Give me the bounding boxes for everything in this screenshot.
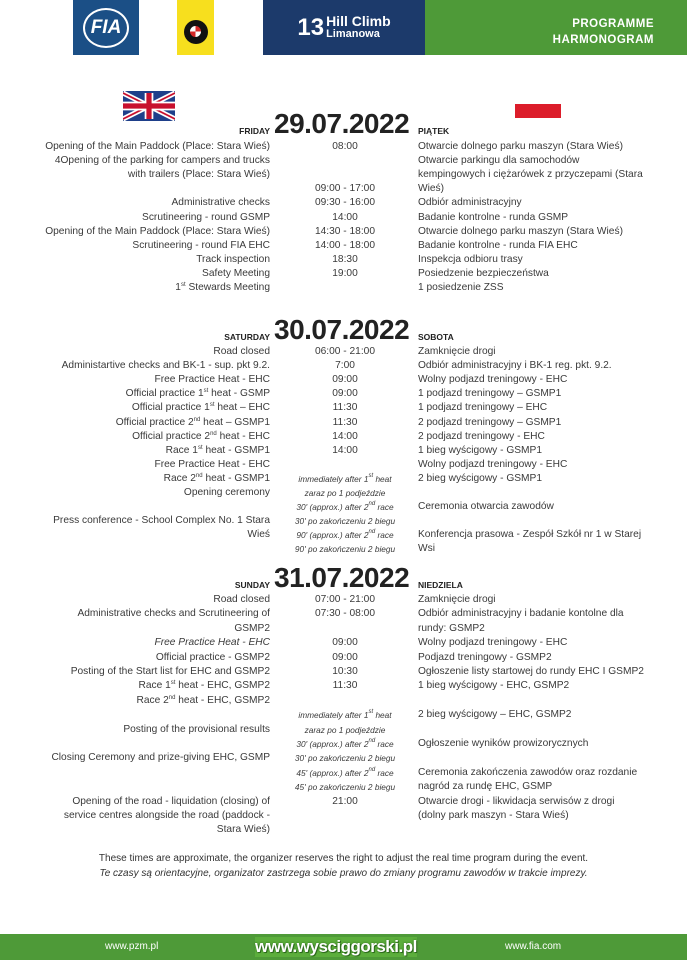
event-pl: Otwarcie dolnego parku maszyn (Stara Wieś) xyxy=(418,225,623,237)
event-en: Safety Meeting xyxy=(202,267,270,279)
event-time: 14:30 - 18:00 xyxy=(314,225,376,237)
fia-logo xyxy=(73,0,139,55)
event-en: with trailers (Place: Stara Wieś) xyxy=(127,169,270,181)
hill-climb-title: Hill Climb xyxy=(326,13,391,30)
event-time: 10:30 xyxy=(332,666,358,677)
event-time: 18:30 xyxy=(332,253,358,265)
event-pl: Otwarcie dolnego parku maszyn (Stara Wieś) xyxy=(418,141,623,152)
disclaimer-pl: Te czasy są orientacyjne, organizator zastrzega sobie prawo do zmiany programu zawodów w trakcie imprezy. xyxy=(99,868,588,879)
day-heading xyxy=(0,562,687,594)
event-en: Race 2nd heat - GSMP1 xyxy=(163,472,270,484)
event-en: Scrutineering - round GSMP xyxy=(142,211,270,223)
event-time: 21:00 xyxy=(332,795,358,807)
event-en: 1st Stewards Meeting xyxy=(175,282,270,293)
day-name-en: SUNDAY xyxy=(234,580,270,590)
event-pl: Wolny podjazd treningowy - EHC xyxy=(418,637,568,649)
event-pl: 2 bieg wyścigowy - GSMP1 xyxy=(418,472,542,484)
event-pl: Wsi xyxy=(418,543,435,555)
header-banner xyxy=(0,0,687,55)
pzm-badge-icon xyxy=(184,20,208,44)
event-time: 07:30 - 08:00 xyxy=(314,608,376,620)
hill-climb-logo xyxy=(263,0,425,55)
event-en: Official practice 2nd heat – GSMP1 xyxy=(115,416,270,428)
event-en: Wieś xyxy=(247,529,270,541)
pzm-logo xyxy=(177,0,214,55)
event-pl: Otwarcie drogi - likwidacja serwisów z drogi xyxy=(418,795,615,807)
event-time: zaraz po 1 podjeździe xyxy=(304,724,386,735)
event-pl: Wolny podjazd treningowy - EHC xyxy=(418,458,568,470)
day-name-en: FRIDAY xyxy=(239,126,270,136)
event-en: Opening of the Main Paddock (Place: Stara Wieś) xyxy=(45,225,270,237)
pzm-link[interactable]: www.pzm.pl xyxy=(105,941,159,952)
fia-link[interactable]: www.fia.com xyxy=(505,941,562,952)
event-time: immediately after 1st heat xyxy=(298,472,392,484)
event-en: Administrative checks and Scrutineering of xyxy=(77,608,270,620)
event-pl: Badanie kontrolne - runda FIA EHC xyxy=(418,239,578,251)
event-time: 45' (approx.) after 2nd race xyxy=(296,766,394,778)
event-pl: Odbiór administracyjny i BK-1 reg. pkt. 9.2. xyxy=(418,360,612,372)
event-time: 30' (approx.) after 2nd race xyxy=(296,501,394,513)
event-en: Stara Wieś) xyxy=(216,824,270,836)
event-en: Scrutineering - round FIA EHC xyxy=(132,239,270,251)
event-en: Track inspection xyxy=(196,253,270,265)
event-time: 14:00 xyxy=(332,430,358,442)
event-pl: Zamknięcie drogi xyxy=(418,346,496,357)
event-time: 11:30 xyxy=(332,402,358,414)
event-en: Posting of the Start list for EHC and GSMP2 xyxy=(70,666,270,677)
event-pl: Badanie kontrolne - runda GSMP xyxy=(418,211,569,223)
event-time: 11:30 xyxy=(332,416,358,428)
event-pl: 1 bieg wyścigowy - GSMP1 xyxy=(418,444,542,456)
event-pl: 2 bieg wyścigowy – EHC, GSMP2 xyxy=(418,709,572,721)
title-pl: HARMONOGRAM xyxy=(552,34,654,46)
event-pl: Odbiór administracyjny i badanie kontolne dla xyxy=(418,608,624,620)
event-time: 19:00 xyxy=(332,267,358,279)
event-time: 14:00 xyxy=(332,444,358,456)
event-pl: rundy: GSMP2 xyxy=(418,622,485,634)
event-pl: 2 podjazd treningowy - EHC xyxy=(418,430,545,442)
event-pl: Ceremonia zakończenia zawodów oraz rozdanie xyxy=(418,766,638,778)
event-time: 30' po zakończeniu 2 biegu xyxy=(294,516,396,527)
event-pl: 1 posiedzenie ZSS xyxy=(418,282,504,293)
event-time: 09:00 xyxy=(332,374,358,386)
event-pl: Ogłoszenie listy startowej do rundy EHC I GSMP2 xyxy=(418,666,644,677)
event-pl: nagród za rundę EHC, GSMP xyxy=(418,781,553,793)
event-en: Official practice 2nd heat - EHC xyxy=(132,430,270,442)
day-name-pl: SOBOTA xyxy=(418,332,454,342)
event-time: 30' po zakończeniu 2 biegu xyxy=(294,753,396,764)
hill-climb-location: Limanowa xyxy=(326,28,380,41)
event-pl: Zamknięcie drogi xyxy=(418,594,496,605)
event-pl: Ceremonia otwarcia zawodów xyxy=(418,501,554,513)
disclaimer-en: These times are approximate, the organizer reserves the right to adjust the real time program during the event. xyxy=(98,853,589,864)
event-en: Opening of the Main Paddock (Place: Stara Wieś) xyxy=(45,141,270,152)
fia-globe-icon xyxy=(83,8,129,48)
event-time: 06:00 - 21:00 xyxy=(314,346,376,357)
fia-label: FIA xyxy=(90,16,122,38)
event-time: 09:00 xyxy=(332,651,358,663)
event-pl: Otwarcie parkingu dla samochodów xyxy=(418,155,580,167)
wysciggorski-link[interactable]: www.wysciggorski.pl xyxy=(255,937,417,956)
event-en: Press conference - School Complex No. 1 Stara xyxy=(53,515,270,527)
event-en: GSMP2 xyxy=(234,622,270,634)
title-en: PROGRAMME xyxy=(572,18,654,30)
event-pl: (dolny park maszyn - Stara Wieś) xyxy=(418,810,569,821)
event-en: Official practice - GSMP2 xyxy=(155,651,270,663)
event-pl: 1 bieg wyścigowy - EHC, GSMP2 xyxy=(418,680,570,692)
event-time: 09:00 - 17:00 xyxy=(314,183,376,195)
event-time: immediately after 1st heat xyxy=(298,709,392,721)
event-en: Official practice 1st heat - GSMP xyxy=(125,388,270,400)
event-en: Opening of the road - liquidation (closing) of xyxy=(72,795,270,807)
event-pl: Posiedzenie bezpieczeństwa xyxy=(418,267,549,279)
event-en: Free Practice Heat - EHC xyxy=(154,458,270,470)
day-date: 29.07.2022 xyxy=(274,108,410,139)
event-time: 08:00 xyxy=(332,141,358,152)
event-pl: kempingowych i ciężarówek z przyczepami (Stara xyxy=(418,169,643,181)
event-time: 14:00 xyxy=(332,211,358,223)
event-pl: Ogłoszenie wyników prowizorycznych xyxy=(418,738,589,749)
footer-bar xyxy=(0,934,687,960)
day-name-pl: NIEDZIELA xyxy=(418,580,463,590)
event-pl: Wolny podjazd treningowy - EHC xyxy=(418,374,568,386)
event-en: Road closed xyxy=(213,594,270,605)
day-name-en: SATURDAY xyxy=(224,332,270,342)
day-date: 30.07.2022 xyxy=(274,314,410,345)
event-en: Administrative checks xyxy=(171,197,270,209)
hill-climb-number: 13 xyxy=(297,13,325,41)
event-en: Free Practice Heat - EHC xyxy=(154,374,270,386)
event-time: 09:00 xyxy=(332,388,358,400)
event-en: Posting of the provisional results xyxy=(123,723,270,735)
event-time: 11:30 xyxy=(332,680,358,692)
event-en: Administartive checks and BK-1 - sup. pkt 9.2. xyxy=(61,360,270,372)
event-time: 14:00 - 18:00 xyxy=(314,239,376,251)
event-time: 09:00 xyxy=(332,637,358,649)
event-time: 90' po zakończeniu 2 biegu xyxy=(294,544,396,555)
event-en: Opening ceremony xyxy=(183,487,270,498)
event-en: Official practice 1st heat – EHC xyxy=(131,402,270,414)
event-en: Road closed xyxy=(213,346,270,357)
event-time: zaraz po 1 podjeździe xyxy=(304,488,386,498)
event-en: 4Opening of the parking for campers and trucks xyxy=(54,155,270,167)
event-time: 09:30 - 16:00 xyxy=(314,197,376,209)
event-en: Race 1st heat - GSMP1 xyxy=(165,444,270,456)
day-heading xyxy=(0,108,687,140)
event-pl: Wieś) xyxy=(418,183,445,195)
event-en: Race 1st heat - EHC, GSMP2 xyxy=(138,680,270,692)
event-pl: Inspekcja odbioru trasy xyxy=(418,253,523,265)
event-pl: 1 podjazd treningowy – GSMP1 xyxy=(418,388,562,400)
event-time: 30' (approx.) after 2nd race xyxy=(296,738,394,749)
event-en: Race 2nd heat - EHC, GSMP2 xyxy=(136,694,270,706)
event-pl: 1 podjazd treningowy – EHC xyxy=(418,402,548,414)
programme-title-box xyxy=(425,0,687,55)
event-time: 07:00 - 21:00 xyxy=(314,594,376,605)
event-pl: 2 podjazd treningowy – GSMP1 xyxy=(418,416,562,428)
day-name-pl: PIĄTEK xyxy=(418,126,450,136)
event-en: service centres alongside the road (paddock - xyxy=(63,810,270,821)
event-pl: Konferencja prasowa - Zespół Szkół nr 1 w Starej xyxy=(418,529,642,541)
event-en: Free Practice Heat - EHC xyxy=(154,637,270,649)
event-pl: Odbiór administracyjny xyxy=(418,197,522,209)
day-heading xyxy=(0,314,687,346)
day-date: 31.07.2022 xyxy=(274,562,410,593)
event-en: Closing Ceremony and prize-giving EHC, GSMP xyxy=(51,752,270,764)
event-time: 7:00 xyxy=(335,360,355,372)
event-pl: Podjazd treningowy - GSMP2 xyxy=(418,651,552,663)
event-time: 45' po zakończeniu 2 biegu xyxy=(294,782,396,793)
event-time: 90' (approx.) after 2nd race xyxy=(296,529,394,541)
